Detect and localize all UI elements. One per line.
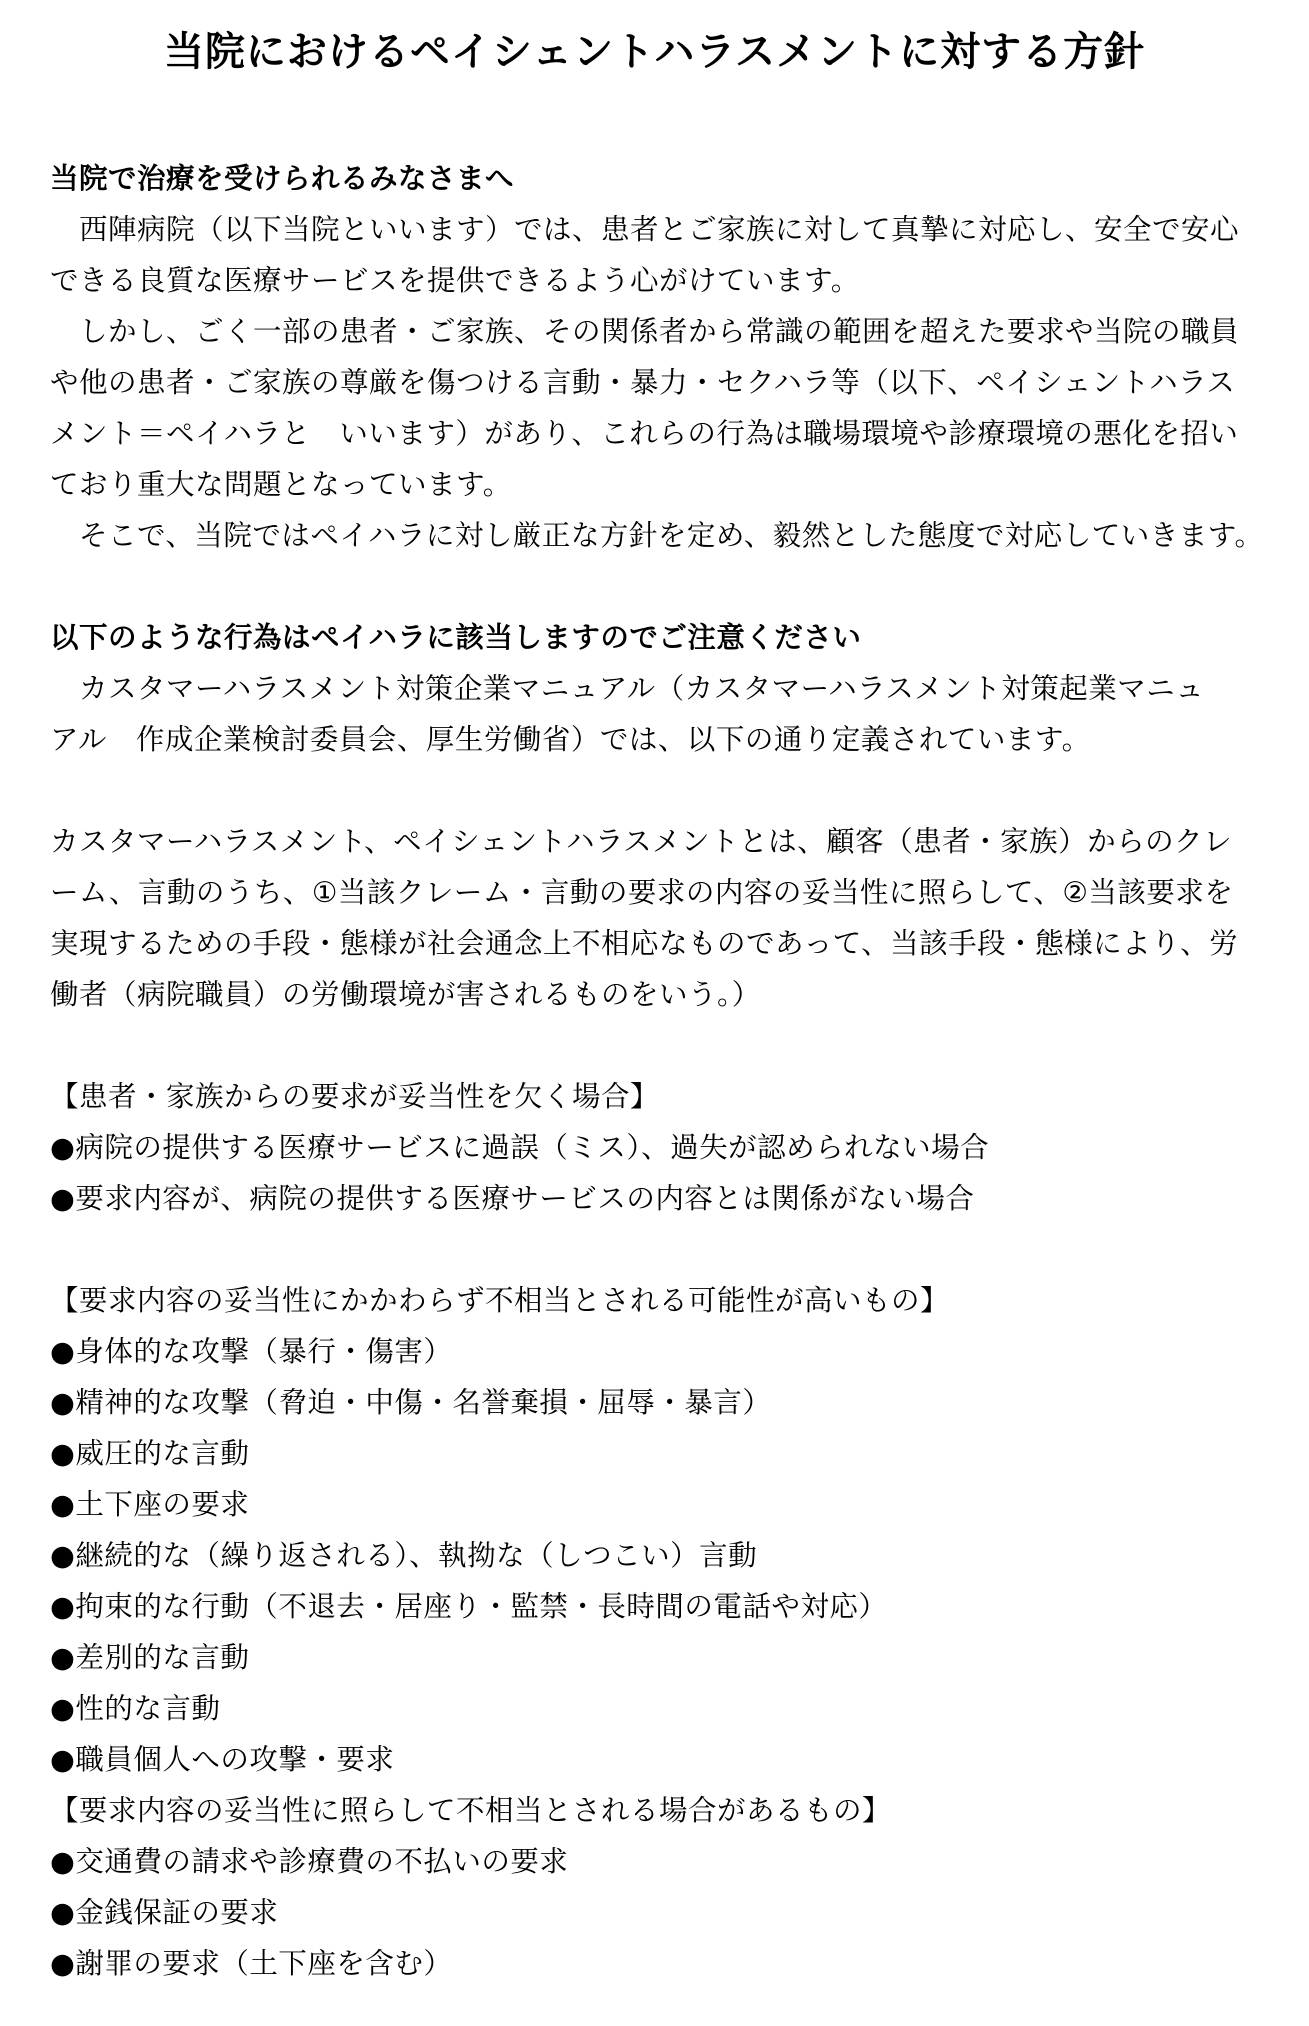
list1-item: ●病院の提供する医療サービスに過誤（ミス）、過失が認められない場合 — [50, 1131, 990, 1164]
definition-line: ーム、言動のうち、①当該クレーム・言動の要求の内容の妥当性に照らして、②当該要求を — [50, 876, 1234, 909]
section2-line: アル 作成企業検討委員会、厚生労働省）では、以下の通り定義されています。 — [50, 723, 1091, 756]
list3-item: ●交通費の請求や診療費の不払いの要求 — [50, 1845, 569, 1878]
list2-item: ●職員個人への攻撃・要求 — [50, 1743, 395, 1776]
definition-line: 働者（病院職員）の労働環境が害されるものをいう。） — [50, 978, 761, 1011]
section1-line: できる良質な医療サービスを提供できるよう心がけています。 — [50, 264, 860, 297]
list2-item: ●差別的な言動 — [50, 1641, 250, 1674]
definition-line: 実現するための手段・態様が社会通念上不相応なものであって、当該手段・態様により、労 — [50, 927, 1239, 960]
list3-item: ●金銭保証の要求 — [50, 1896, 279, 1929]
list1-heading: 【患者・家族からの要求が妥当性を欠く場合】 — [50, 1080, 660, 1113]
list3-item: ●謝罪の要求（土下座を含む） — [50, 1947, 453, 1980]
section1-line: や他の患者・ご家族の尊厳を傷つける言動・暴力・セクハラ等（以下、ペイシェントハラス — [50, 366, 1236, 399]
list1-item: ●要求内容が、病院の提供する医療サービスの内容とは関係がない場合 — [50, 1182, 975, 1215]
document-title: 当院におけるペイシェントハラスメントに対する方針 — [163, 29, 1146, 75]
section1-line: そこで、当院ではペイハラに対し厳正な方針を定め、毅然とした態度で対応していきます。 — [50, 519, 1264, 552]
section1-line: 西陣病院（以下当院といいます）では、患者とご家族に対して真摯に対応し、安全で安心 — [50, 213, 1240, 246]
definition-line: カスタマーハラスメント、ペイシェントハラスメントとは、顧客（患者・家族）からのクレ — [50, 825, 1233, 858]
section1-line: しかし、ごく一部の患者・ご家族、その関係者から常識の範囲を超えた要求や当院の職員 — [50, 315, 1240, 348]
list2-item: ●性的な言動 — [50, 1692, 221, 1725]
list2-item: ●拘束的な行動（不退去・居座り・監禁・長時間の電話や対応） — [50, 1590, 888, 1623]
list2-item: ●身体的な攻撃（暴行・傷害） — [50, 1335, 453, 1368]
section1-line: メント＝ペイハラと いいます）があり、これらの行為は職場環境や診療環境の悪化を招い — [50, 417, 1239, 450]
section1-line: ており重大な問題となっています。 — [50, 468, 512, 501]
list2-item: ●土下座の要求 — [50, 1488, 250, 1521]
section2-line: カスタマーハラスメント対策企業マニュアル（カスタマーハラスメント対策起業マニュ — [50, 672, 1205, 705]
list3-heading: 【要求内容の妥当性に照らして不相当とされる場合があるもの】 — [50, 1794, 892, 1827]
list2-item: ●威圧的な言動 — [50, 1437, 250, 1470]
list2-item: ●精神的な攻撃（脅迫・中傷・名誉棄損・屈辱・暴言） — [50, 1386, 772, 1419]
list2-heading: 【要求内容の妥当性にかかわらず不相当とされる可能性が高いもの】 — [50, 1284, 950, 1317]
list2-item: ●継続的な（繰り返される）、執拗な（しつこい）言動 — [50, 1539, 758, 1572]
section2-heading: 以下のような行為はペイハラに該当しますのでご注意ください — [50, 621, 862, 654]
section1-heading: 当院で治療を受けられるみなさまへ — [50, 162, 515, 195]
